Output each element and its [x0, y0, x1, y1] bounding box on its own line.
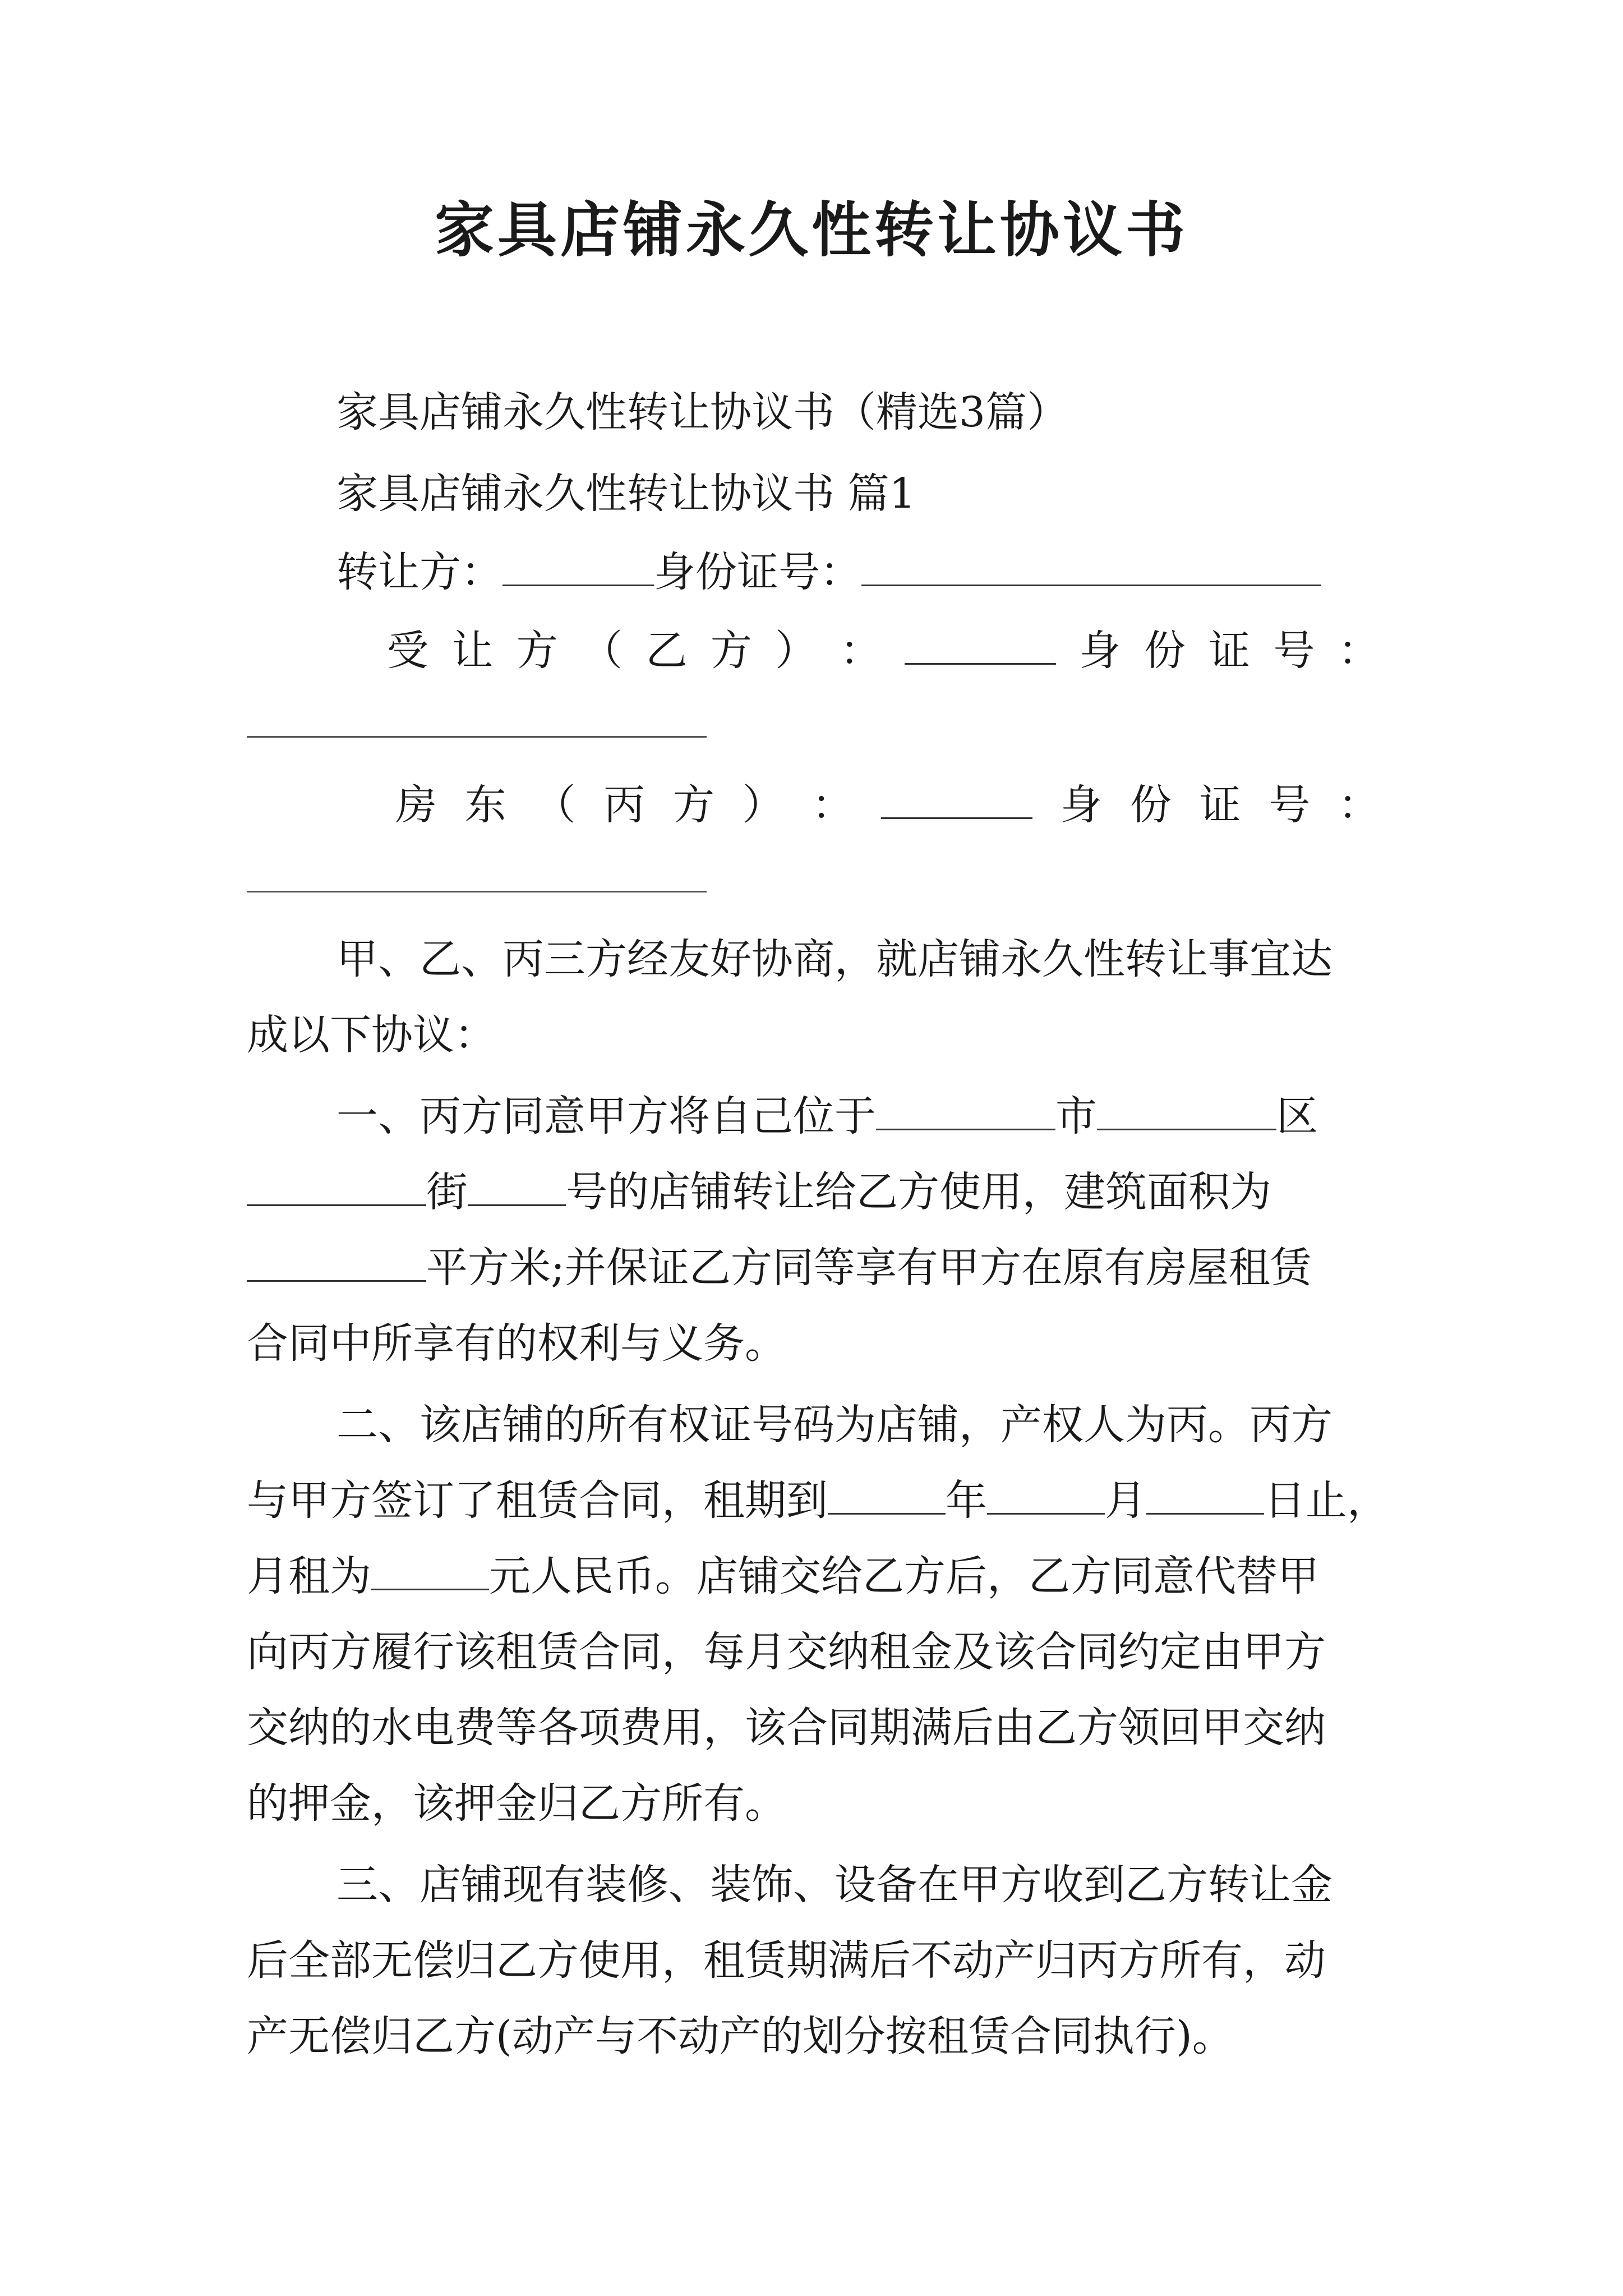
- clause2-month-label: 月: [1105, 1476, 1146, 1525]
- area-blank[interactable]: [247, 1245, 426, 1282]
- clause2-line-1: 二、该店铺的所有权证号码为店铺，产权人为丙。丙方: [336, 1401, 1332, 1449]
- clause1-line-1: [247, 1091, 1391, 1142]
- clause2-line-5: 交纳的水电费等各项费用，该合同期满后由乙方领回甲交纳: [247, 1704, 1326, 1752]
- party-a-id-label: 身份证号：: [654, 548, 861, 596]
- district-blank[interactable]: [1097, 1094, 1276, 1130]
- clause1-city-label: 市: [1055, 1092, 1097, 1140]
- party-a-line: [247, 547, 1391, 597]
- clause2-line-6: 的押金，该押金归乙方所有。: [247, 1779, 786, 1828]
- party-a-label: 转让方：: [336, 548, 502, 596]
- party-b-char: 方: [710, 627, 752, 675]
- party-b-id-blank[interactable]: [247, 736, 707, 738]
- party-a-id-blank[interactable]: [861, 550, 1321, 586]
- party-b-name-blank[interactable]: [905, 628, 1056, 665]
- section-heading: 家具店铺永久性转让协议书 篇1: [336, 470, 916, 518]
- party-b-id-char: 身: [1079, 627, 1121, 675]
- clause2-text: 元人民币。店铺交给乙方后，乙方同意代替甲: [489, 1552, 1319, 1600]
- party-c-char: ：: [811, 781, 854, 829]
- party-c-id-char: ：: [1338, 781, 1380, 829]
- clause1-text: 平方米;并保证乙方同等享有甲方在原有房屋租赁: [426, 1244, 1312, 1292]
- month-blank[interactable]: [987, 1478, 1105, 1515]
- party-a-name-blank[interactable]: [502, 550, 654, 586]
- party-b-char: ）: [775, 627, 817, 675]
- party-b-id-char: 证: [1209, 627, 1251, 675]
- subtitle: 家具店铺永久性转让协议书（精选3篇）: [336, 388, 1069, 436]
- party-b-char: 受: [387, 627, 428, 675]
- party-c-line: [247, 780, 1380, 830]
- clause1-text: 号的店铺转让给乙方使用，建筑面积为: [566, 1168, 1271, 1216]
- party-b-id-char: 号: [1273, 627, 1315, 675]
- party-c-name-blank[interactable]: [881, 783, 1032, 819]
- clause2-line-4: 向丙方履行该租赁合同，每月交纳租金及该合同约定由甲方: [247, 1628, 1326, 1676]
- city-blank[interactable]: [876, 1094, 1055, 1130]
- rent-blank[interactable]: [371, 1554, 489, 1590]
- clause1-line-4: 合同中所享有的权利与义务。: [247, 1319, 786, 1368]
- clause1-street-label: 街: [426, 1168, 468, 1216]
- party-c-char: 东: [464, 781, 506, 829]
- party-b-id-char: 份: [1144, 627, 1186, 675]
- clause2-line-2: [247, 1475, 1391, 1526]
- clause1-district-label: 区: [1276, 1092, 1318, 1140]
- number-blank[interactable]: [468, 1170, 566, 1206]
- year-blank[interactable]: [828, 1478, 946, 1515]
- clause1-line-2: [247, 1167, 1391, 1217]
- clause3-line-3: 产无偿归乙方(动产与不动产的划分按租赁合同执行)。: [247, 2012, 1234, 2060]
- party-c-id-char: 号: [1269, 781, 1311, 829]
- clause2-day-label: 日止，: [1264, 1476, 1389, 1525]
- party-c-id-char: 证: [1199, 781, 1241, 829]
- party-c-id-char: 份: [1129, 781, 1172, 829]
- party-c-char: （: [534, 781, 576, 829]
- party-b-char: 让: [451, 627, 494, 675]
- party-b-char: （: [581, 627, 623, 675]
- document-title: 家具店铺永久性转让协议书: [435, 195, 1188, 265]
- intro-line-1: 甲、乙、丙三方经友好协商，就店铺永久性转让事宜达: [336, 935, 1332, 983]
- party-c-char: 方: [673, 781, 714, 829]
- party-c-char: ）: [742, 781, 784, 829]
- clause2-text: 与甲方签订了租赁合同，租期到: [247, 1476, 828, 1525]
- party-c-id-char: 身: [1061, 781, 1102, 829]
- clause2-text: 月租为: [247, 1552, 371, 1600]
- party-c-char: 丙: [603, 781, 645, 829]
- clause2-year-label: 年: [946, 1476, 987, 1525]
- party-b-id-char: ：: [1338, 627, 1380, 675]
- day-blank[interactable]: [1146, 1478, 1264, 1515]
- clause3-line-1: 三、店铺现有装修、装饰、设备在甲方收到乙方转让金: [336, 1861, 1332, 1909]
- clause1-line-3: [247, 1243, 1391, 1293]
- party-c-char: 房: [395, 781, 437, 829]
- party-b-char: ：: [840, 627, 882, 675]
- clause3-line-2: 后全部无偿归乙方使用，租赁期满后不动产归丙方所有，动: [247, 1936, 1326, 1985]
- party-b-char: 方: [516, 627, 558, 675]
- clause1-text: 一、丙方同意甲方将自己位于: [336, 1092, 876, 1140]
- party-c-id-blank[interactable]: [247, 891, 707, 892]
- intro-line-2: 成以下协议：: [247, 1011, 496, 1059]
- party-b-char: 乙: [645, 627, 688, 675]
- clause2-line-3: [247, 1551, 1391, 1602]
- party-b-line: [247, 625, 1380, 676]
- street-blank[interactable]: [247, 1170, 426, 1206]
